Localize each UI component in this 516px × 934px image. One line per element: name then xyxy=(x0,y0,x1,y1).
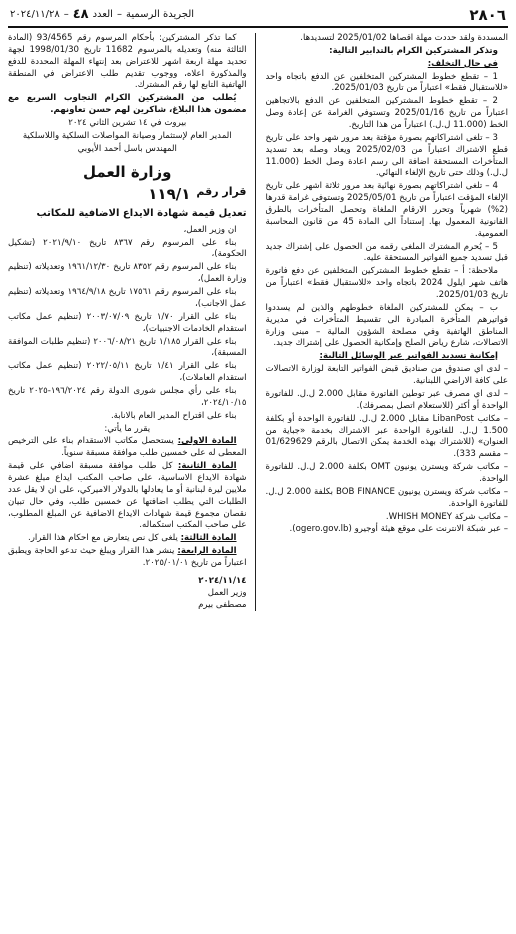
list-item: – مكاتب شركة ويسترن يونيون BOB FINANCE بكلفة 2.000 ل.ل. للفاتورة الواحدة. xyxy=(265,486,509,509)
issue-number: ٤٨ xyxy=(72,7,89,23)
decision-date: ٢٠٢٤/١١/١٤ xyxy=(198,575,247,586)
article-label: المادة الرابعة: xyxy=(177,546,237,557)
paragraph: 4 – تلغى اشتراكاتهم بصورة نهائية بعد مرور ثلاثة اشهر على تاريخ الإلغاء المؤقت اعتباراً من تاريخ 2025/05/01 وتستوفى غرامة قدرها (2%) شهرياً وتحرر الارقام الملغاة وتحصل المتأخرات بالطرق القانونية المعمول بها. إستناداً الى المادة 45 من قانون المحاسبة العمومية. xyxy=(265,181,508,239)
paragraph: 2 – تقطع خطوط المشتركين المتخلفين عن الدفع بالاتجاهين اعتباراً من تاريخ 2025/01/16 وتستوفي الغرامة عن إعادة وصل الخط (11.000 ل.ل.) اعتباراً من هذا التاريخ. xyxy=(265,96,508,131)
article-text: ينشر هذا القرار ويبلغ حيث تدعو الحاجة ويطبق اعتباراً من تاريخ ٢٠٢٥/٠١/٠١. xyxy=(8,546,247,568)
paragraph: بناء على اقتراح المدير العام بالانابة. xyxy=(110,410,237,421)
paragraph: وتذكر المشتركين الكرام بالتدابير التالية: xyxy=(329,45,498,56)
list-item: – مكاتب شركة WHISH MONEY. xyxy=(385,511,508,522)
article-1 xyxy=(8,436,247,460)
article-3 xyxy=(8,533,247,545)
paragraph: بناء على المرسوم رقم ١٧٥٦١ تاريخ ١٩٦٤/٩/١٨ وتعديلاته (تنظيم عمل الاجانب)، xyxy=(8,287,247,309)
sign-place-date: بيروت في ١٤ تشرين الثاني ٢٠٢٤ xyxy=(68,118,187,129)
payment-methods-heading: إمكانية تسديد الفواتير عبر الوسائل التالية: xyxy=(319,351,498,362)
left-column xyxy=(8,33,256,611)
paragraph: المسددة ولقد حددت مهلة اقصاها 2025/01/02 لتسديدها. xyxy=(300,33,508,43)
page-header xyxy=(8,6,508,28)
paragraph: 1 – تقطع خطوط المشتركين المتخلفين عن الدفع باتجاه واحد «للاستقبال فقط» اعتباراً من تاريخ 2025/01/03. xyxy=(265,71,508,94)
paragraph: بناء على القرار ١/١٨٥ تاريخ ٢٠٠٦/٠٨/٢١ (تنظيم طلبات الموافقة المسبقة)، xyxy=(8,336,247,359)
list-item: – عبر شبكة الانترنت على موقع هيئة أوجيرو (ogero.gov.lb). xyxy=(289,524,508,535)
sign-title: المدير العام لإستثمار وصيانة المواصلات السلكية واللاسلكية xyxy=(22,130,232,141)
running-head xyxy=(10,6,194,24)
article-label: المادة الثالثة: xyxy=(180,533,237,544)
paragraph: ب – يمكن للمشتركين الملغاة خطوطهم والذين لم يسددوا فواتيرهم المتأخرة المبادرة الى تقسيط المتأخرات في مديرية المناطق الهاتفية وفي مصلحة الشؤون المالية – مبنى وزارة الاتصالات، شارع رياض الصلح وإمكانية الحصول على إشتراك جديد. xyxy=(265,302,508,349)
paragraph: 5 – يُحرم المشترك الملغى رقمه من الحصول على إشتراك جديد قبل تسديد جميع الفواتير المستحقة عليه. xyxy=(265,241,508,264)
article-text: كل طلب موافقة مسبقة اضافي على قيمة شهادة الايداع الاساسية، على صاحب المكتب ايداع مبلغ عشرة ملايين ليرة لبنانية أو ما يعادلها بالدولار الاميركي، على ان لا يقل عدد الطلبات التي يطلب اضافتها عن خمسين طلب، وفي حال تبيان نقصان مجموع قيمة شهادات الايداع الاضافية عن المبلغ المطلوب، على صاحب المكتب استكماله. xyxy=(8,461,247,531)
list-item: – لدى اي مصرف عبر توطين الفاتورة مقابل 2.000 ل.ل. للفاتورة الواحدة أو أكثر (للاستعلام اتصل بمصرفك). xyxy=(265,388,508,411)
ministry-heading: وزارة العمل xyxy=(83,162,172,181)
list-item: – لدى اي صندوق من صناديق قبض الفواتير التابعة لوزارة الاتصالات على كافة الاراضي اللبنانية. xyxy=(265,364,508,387)
decides-line: يقرر ما يأتي: xyxy=(104,423,151,434)
article-label: المادة الاولى: xyxy=(177,436,237,447)
paragraph: بناء على رأي مجلس شورى الدولة رقم ١٩٦/٢٠٢٤-٢٠٢٥ تاريخ ٢٠٢٤/١٠/١٥، xyxy=(8,385,247,408)
paragraph: بناء على المرسوم رقم ٨٣٦٧ تاريخ ٢٠٢١/٩/١٠ (تشكيل الحكومة)، xyxy=(8,237,247,260)
decision-number-line xyxy=(8,184,247,205)
article-2 xyxy=(8,461,247,532)
two-column-body xyxy=(8,33,508,611)
gazette-title: الجريدة الرسمية xyxy=(125,9,195,21)
issue-label: العدد xyxy=(92,9,113,21)
issue-date: ٢٠٢٤/١١/٢٨ xyxy=(10,9,60,21)
signatory-title: وزير العمل xyxy=(207,587,247,598)
divider-dash: – xyxy=(116,9,122,21)
paragraph: بناء على المرسوم رقم ٨٣٥٢ تاريخ ١٩٦١/١٢/٣٠ وتعديلاته (تنظيم وزارة العمل)، xyxy=(8,262,247,285)
paragraph: ان وزير العمل، xyxy=(183,224,237,235)
article-text: يستحصل مكاتب الاستقدام بناء على الترخيص المعطى له على خمسين طلب موافقة مسبقة سنوياً. xyxy=(8,436,247,459)
decision-label: قرار رقم xyxy=(196,185,247,199)
article-text: يلغى كل نص يتعارض مع احكام هذا القرار. xyxy=(28,533,178,544)
sign-name: المهندس باسل أحمد الأيوبي xyxy=(77,143,177,154)
paragraph: 3 – تلغى اشتراكاتهم بصورة مؤقتة بعد مرور شهر واحد على تاريخ قطع الاشتراك اعتباراً من 2025/02/03 ويعاد وصله بعد تسديد المتأخرات المستحقة اضافة الى رسم اعادة وصل الخط (11.000 ل.ل.) وذلك حتى تاريخ الإلغاء النهائي. xyxy=(265,132,508,179)
decision-number: ١١٩/١ xyxy=(148,185,191,204)
note-paragraph: ملاحظة: أ – تقطع خطوط المشتركين المتخلفين عن دفع فاتورة هاتف شهر ايلول 2024 باتجاه واحد «للاستقبال فقط» اعتباراً من تاريخ 2025/01/03. xyxy=(265,266,508,301)
right-column xyxy=(266,33,508,611)
list-item: – مكاتب شركة ويسترن يونيون OMT بكلفة 2.000 ل.ل. للفاتورة الواحدة. xyxy=(265,462,508,484)
page-number: ٢٨٠٦ xyxy=(469,5,506,24)
paragraph: كما تذكر المشتركين: بأحكام المرسوم رقم 93/4565 (المادة الثالثة منه) وتعديله بالمرسوم 11682 تاريخ 1998/01/30 لجهة تحديد مهلة اربعة اشهر للاعتراض بعد إنتهاء المهلة المحددة للدفع والمذكورة اعلاه، ووجوب تقديم طلب الاعتراض في المنطقة الهاتفية التابع لها رقم المشترك. xyxy=(8,33,247,91)
article-4 xyxy=(8,546,247,570)
signatory-name: مصطفى بيرم xyxy=(198,599,247,610)
paragraph: بناء على القرار ١/٤١ تاريخ ٢٠٢٢/٠٥/١١ (تنظيم عمل مكاتب استقدام العاملات)، xyxy=(8,361,247,384)
article-label: المادة الثانية: xyxy=(177,461,237,472)
decision-subject: تعديل قيمة شهادة الايداع الاضافية للمكاتب xyxy=(36,207,247,219)
paragraph: بناء على القرار ١/٧٠ تاريخ ٢٠٠٣/٠٧/٠٩ (تنظيم عمل مكاتب استقدام الخادمات الاجنبيات)، xyxy=(8,311,247,334)
paragraph: يُطلب من المشتركين الكرام التجاوب السريع مع مضمون هذا البلاغ، شاكرين لهم حسن تعاونهم. xyxy=(8,93,247,116)
paragraph: في حال التخلف: xyxy=(427,58,498,69)
divider-dash: – xyxy=(63,9,69,21)
list-item: – مكاتب LibanPost مقابل 2.000 ل.ل. للفاتورة الواحدة أو بكلفة 1.500 ل.ل. للفاتورة الواحدة عبر الاشتراك بخدمة «جباية من العنوان» (للاشتراك بهذه الخدمة يمكن الاتصال بالرقم 01/629629 – مقسم 333). xyxy=(265,413,508,460)
